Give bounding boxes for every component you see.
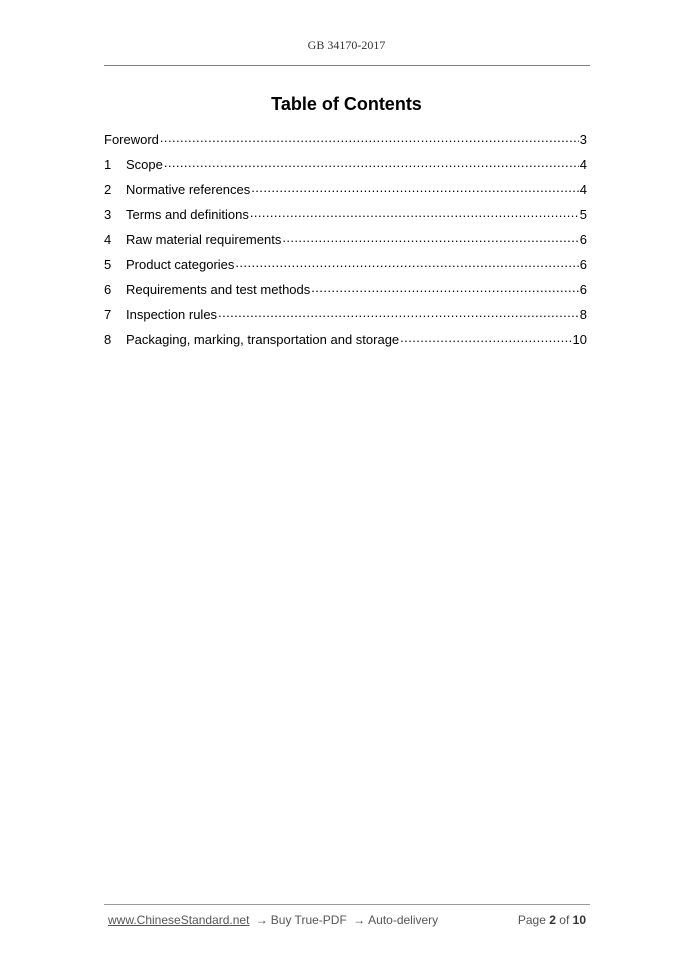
buy-true-pdf-text: Buy True-PDF: [270, 913, 347, 927]
toc-entry-terms-and-definitions[interactable]: [104, 206, 587, 231]
toc-entry-label: Requirements and test methods: [126, 282, 311, 297]
page-word: Page: [517, 913, 546, 927]
toc-entry-number: 6: [104, 282, 112, 297]
page-of-word: of: [559, 913, 570, 927]
toc-leader-dots: [218, 306, 579, 319]
toc-entry-page: 6: [579, 282, 587, 297]
toc-entry-page: 4: [579, 182, 587, 197]
auto-delivery-text: Auto-delivery: [368, 913, 439, 927]
toc-entry-scope[interactable]: [104, 156, 587, 181]
toc-entry-product-categories[interactable]: [104, 256, 587, 281]
toc-entry-raw-material-requirements[interactable]: [104, 231, 587, 256]
document-header-code: GB 34170-2017: [307, 38, 386, 52]
footer-links: [108, 913, 438, 927]
toc-entry-page: 4: [579, 157, 587, 172]
toc-leader-dots: [164, 156, 579, 169]
toc-leader-dots: [160, 131, 579, 144]
total-page-count: 10: [572, 913, 586, 927]
toc-entry-page: 6: [579, 257, 587, 272]
toc-title: Table of Contents: [271, 94, 422, 114]
toc-entry-page: 6: [579, 232, 587, 247]
footer-divider: [104, 904, 590, 905]
toc-entry-inspection-rules[interactable]: [104, 306, 587, 331]
toc-entry-requirements-and-test-methods[interactable]: [104, 281, 587, 306]
toc-entry-label: Normative references: [126, 182, 251, 197]
header-divider: [104, 65, 590, 66]
toc-entry-number: 8: [104, 332, 112, 347]
toc-entry-label: Foreword: [104, 132, 159, 147]
toc-entry-label: Product categories: [126, 257, 235, 272]
toc-entry-number: 3: [104, 207, 112, 222]
toc-leader-dots: [251, 181, 578, 194]
toc-entry-label: Raw material requirements: [126, 232, 282, 247]
page-indicator: [518, 913, 586, 927]
toc-entry-number: 2: [104, 182, 112, 197]
current-page-number: 2: [549, 913, 556, 927]
toc-list: [104, 131, 587, 356]
toc-leader-dots: [400, 331, 571, 344]
right-arrow-icon: →: [353, 913, 366, 927]
toc-entry-label: Packaging, marking, transportation and storage: [126, 332, 400, 347]
toc-entry-number: 5: [104, 257, 112, 272]
toc-leader-dots: [235, 256, 578, 269]
toc-entry-page: 5: [579, 207, 587, 222]
toc-entry-number: 4: [104, 232, 112, 247]
toc-entry-foreword[interactable]: [104, 131, 587, 156]
toc-leader-dots: [250, 206, 579, 219]
right-arrow-icon: →: [255, 913, 268, 927]
toc-entry-number: 1: [104, 157, 112, 172]
toc-leader-dots: [311, 281, 578, 294]
toc-entry-number: 7: [104, 307, 112, 322]
toc-entry-normative-references[interactable]: [104, 181, 587, 206]
toc-entry-label: Terms and definitions: [126, 207, 249, 222]
toc-entry-page: 8: [579, 307, 587, 322]
toc-entry-page: 3: [579, 132, 587, 147]
toc-entry-label: Scope: [126, 157, 163, 172]
toc-leader-dots: [282, 231, 578, 244]
site-link[interactable]: www.ChineseStandard.net: [108, 913, 250, 927]
toc-entry-label: Inspection rules: [126, 307, 218, 322]
toc-entry-page: 10: [572, 332, 587, 347]
toc-entry-packaging-marking-transportation-storage[interactable]: [104, 331, 587, 356]
